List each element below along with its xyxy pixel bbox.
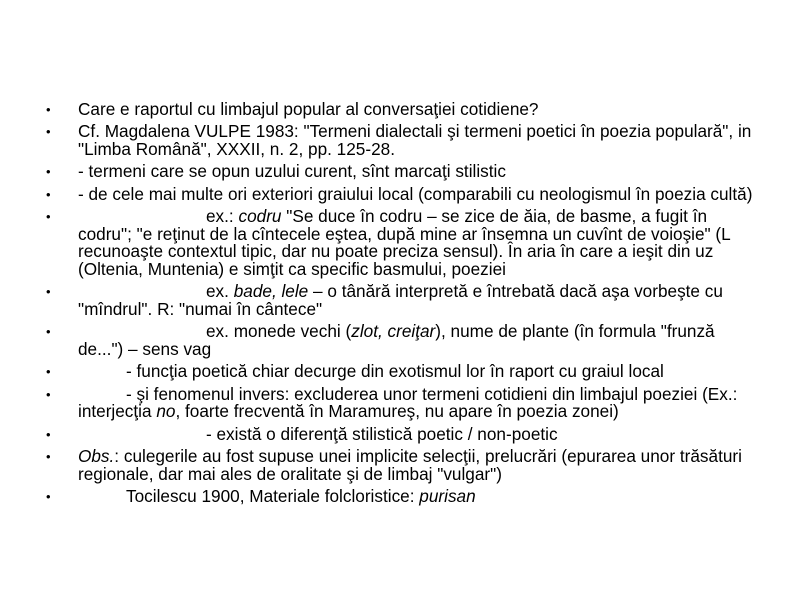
bullet-text-italic: codru xyxy=(238,206,282,227)
bullet-text: : culegerile au fost supuse unei implicite selecţii, prelucrări (epurarea unor trăsături regionale, dar mai ales de oralitate şi de limbaj "vulgar") xyxy=(78,446,742,484)
bullet-text: ex.: xyxy=(206,206,239,227)
bullet-text: Tocilescu 1900, Materiale folcloristice: xyxy=(126,486,420,507)
bullet-icon: • xyxy=(46,489,51,505)
bullet-text: ex. monede vechi ( xyxy=(206,321,352,342)
bullet-icon: • xyxy=(46,186,51,202)
bullet-text-italic: purisan xyxy=(419,486,476,507)
bullet-icon: • xyxy=(46,124,51,140)
bullet-text-italic: zlot, creiţar xyxy=(351,321,436,342)
bullet-text: - există o diferenţă stilistică poetic / non-poetic xyxy=(206,423,558,444)
bullet-text: - termeni care se opun uzului curent, sînt marcaţi stilistic xyxy=(78,161,506,182)
bullet-text: - funcţia poetică chiar decurge din exotismul lor în raport cu graiul local xyxy=(126,361,664,382)
bullet-item xyxy=(46,163,761,181)
bullet-icon: • xyxy=(46,209,51,225)
bullet-item xyxy=(46,423,761,444)
bullet-item xyxy=(46,183,761,204)
bullet-item xyxy=(46,208,761,278)
bullet-icon: • xyxy=(46,324,51,340)
bullet-text-italic: bade, lele xyxy=(233,281,309,302)
bullet-text: – o tânără interpretă e întrebată dacă aşa vorbeşte cu "mîndrul". R: "numai în cântece" xyxy=(78,281,723,319)
bullet-item xyxy=(46,448,761,483)
bullet-text: - de cele mai multe ori exteriori graiului local (comparabili cu neologismul în poezia cultă) xyxy=(78,183,753,204)
bullet-text: "Se duce în codru – se zice de ăia, de basme, a fugit în codru"; "e reţinut de la cîntecele eştea, după mine ar însemna un cuvînt de voioşie" (L recunoaşte contextul tipic, dar nu poate preciza sensul). În aria în care a ieşit din uz (Oltenia, Muntenia) e simţit ca specific basmului, poeziei xyxy=(78,206,731,279)
bullet-text: Cf. Magdalena VULPE 1983: "Termeni dialectali şi termeni poetici în poezia populară", in "Limba Română", XXXII, n. 2, pp. 125-28. xyxy=(78,121,752,159)
bullet-icon: • xyxy=(46,426,51,442)
bullet-icon: • xyxy=(46,386,51,402)
bullet-text: - şi fenomenul invers: excluderea unor termeni cotidieni din limbajul poeziei (Ex.: interjecţia xyxy=(78,383,738,422)
bullet-icon: • xyxy=(46,449,51,465)
bullet-item xyxy=(46,488,761,506)
bullet-text-italic: no xyxy=(156,401,176,422)
bullet-item xyxy=(46,123,761,158)
bullet-text: , foarte frecventă în Maramureş, nu apare în poezia zonei) xyxy=(175,401,619,422)
bullet-text: ex. xyxy=(206,281,234,302)
bullet-list xyxy=(46,101,761,510)
bullet-item xyxy=(46,323,761,358)
bullet-icon: • xyxy=(46,102,51,117)
bullet-icon: • xyxy=(46,364,51,380)
bullet-text: Care e raportul cu limbajul popular al conversaţiei cotidiene? xyxy=(78,99,539,119)
bullet-icon: • xyxy=(46,164,51,180)
bullet-item xyxy=(46,283,761,318)
bullet-text-italic: Obs. xyxy=(78,446,115,467)
bullet-icon: • xyxy=(46,284,51,300)
bullet-item xyxy=(46,383,761,422)
bullet-item xyxy=(46,363,761,381)
bullet-item xyxy=(46,101,761,119)
bullet-text: ), nume de plante (în formula "frunză de...") – sens vag xyxy=(78,321,715,359)
